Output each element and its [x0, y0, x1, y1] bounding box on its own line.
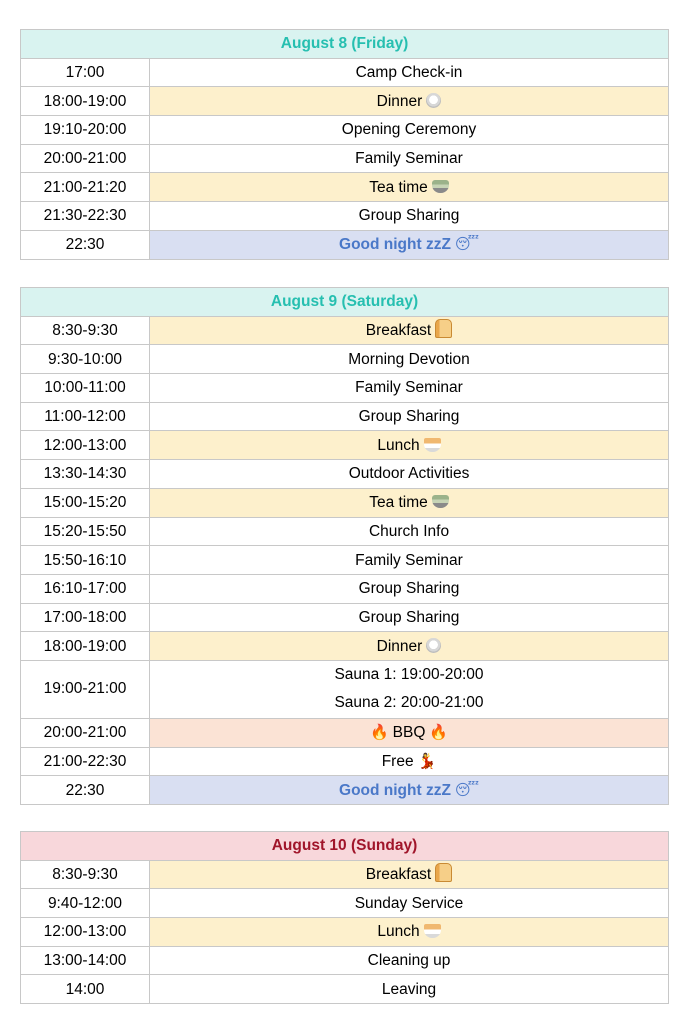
table-row	[21, 230, 669, 259]
activity-cell: Morning Devotion	[150, 345, 669, 374]
activity-cell: Camp Check-in	[150, 58, 669, 87]
activity-label: Dinner	[376, 92, 423, 110]
time-cell: 8:30-9:30	[21, 860, 150, 889]
activity-cell: Group Sharing	[150, 202, 669, 231]
table-row	[21, 860, 669, 889]
time-cell: 20:00-21:00	[21, 718, 150, 747]
time-cell: 11:00-12:00	[21, 402, 150, 431]
day-header: August 8 (Friday)	[21, 30, 669, 59]
time-cell: 21:30-22:30	[21, 202, 150, 231]
time-cell: 14:00	[21, 975, 150, 1004]
activity-cell: Group Sharing	[150, 574, 669, 603]
time-cell: 12:00-13:00	[21, 918, 150, 947]
activity-label: Sauna 2: 20:00-21:00	[334, 694, 484, 712]
table-row	[21, 402, 669, 431]
activity-label: Tea time	[369, 494, 428, 512]
tea-bowl-icon	[432, 495, 449, 508]
time-cell: 18:00-19:00	[21, 87, 150, 116]
time-cell: 16:10-17:00	[21, 574, 150, 603]
table-row	[21, 632, 669, 661]
activity-label: Lunch	[377, 923, 420, 941]
activity-cell	[150, 918, 669, 947]
activity-cell: Sunday Service	[150, 889, 669, 918]
activity-cell: Leaving	[150, 975, 669, 1004]
bread-icon	[435, 319, 452, 338]
table-row	[21, 460, 669, 489]
time-cell: 21:00-21:20	[21, 173, 150, 202]
table-row	[21, 718, 669, 747]
table-row	[21, 574, 669, 603]
activity-label: Breakfast	[365, 322, 432, 340]
activity-cell	[150, 632, 669, 661]
activity-cell	[150, 660, 669, 718]
activity-cell: Family Seminar	[150, 546, 669, 575]
time-cell: 8:30-9:30	[21, 316, 150, 345]
table-row	[21, 316, 669, 345]
rice-plate-icon	[426, 93, 441, 108]
time-cell: 12:00-13:00	[21, 431, 150, 460]
bread-icon	[435, 863, 452, 882]
day-header-row	[21, 832, 669, 861]
time-cell: 9:40-12:00	[21, 889, 150, 918]
table-row	[21, 345, 669, 374]
sleeping-face-icon: 😴	[454, 780, 479, 799]
time-cell: 20:00-21:00	[21, 144, 150, 173]
activity-cell	[150, 747, 669, 776]
time-cell: 22:30	[21, 776, 150, 805]
time-cell: 22:30	[21, 230, 150, 259]
time-cell: 10:00-11:00	[21, 374, 150, 403]
table-row	[21, 116, 669, 145]
activity-cell: Opening Ceremony	[150, 116, 669, 145]
activity-label: Good night zzZ	[339, 781, 451, 799]
activity-label: Tea time	[369, 178, 428, 196]
activity-cell	[150, 488, 669, 517]
activity-cell: Family Seminar	[150, 144, 669, 173]
schedule-table-aug-8	[20, 29, 669, 260]
table-row	[21, 975, 669, 1004]
time-cell: 19:10-20:00	[21, 116, 150, 145]
time-cell: 13:00-14:00	[21, 946, 150, 975]
activity-cell	[150, 776, 669, 805]
activity-cell: Cleaning up	[150, 946, 669, 975]
activity-cell	[150, 316, 669, 345]
activity-cell	[150, 230, 669, 259]
table-row	[21, 202, 669, 231]
time-cell: 21:00-22:30	[21, 747, 150, 776]
dancer-icon: 💃	[417, 751, 437, 770]
day-header-row	[21, 288, 669, 317]
time-cell: 17:00	[21, 58, 150, 87]
activity-cell	[150, 87, 669, 116]
activity-cell: Church Info	[150, 517, 669, 546]
time-cell: 17:00-18:00	[21, 603, 150, 632]
table-row	[21, 889, 669, 918]
time-cell: 15:50-16:10	[21, 546, 150, 575]
table-row	[21, 660, 669, 718]
activity-label: Sauna 1: 19:00-20:00	[334, 665, 484, 683]
table-row	[21, 431, 669, 460]
fire-icon: 🔥	[429, 723, 449, 742]
activity-cell: Group Sharing	[150, 402, 669, 431]
table-row	[21, 58, 669, 87]
day-header: August 10 (Sunday)	[21, 832, 669, 861]
table-row	[21, 918, 669, 947]
table-row	[21, 747, 669, 776]
activity-cell	[150, 431, 669, 460]
sleeping-face-icon: 😴	[454, 235, 479, 254]
day-header: August 9 (Saturday)	[21, 288, 669, 317]
fire-icon: 🔥	[369, 723, 389, 742]
table-row	[21, 87, 669, 116]
day-header-row	[21, 30, 669, 59]
table-row	[21, 374, 669, 403]
activity-label: Good night zzZ	[339, 236, 451, 254]
table-row	[21, 546, 669, 575]
time-cell: 9:30-10:00	[21, 345, 150, 374]
table-row	[21, 488, 669, 517]
activity-label: Dinner	[376, 637, 423, 655]
activity-cell	[150, 860, 669, 889]
table-row	[21, 946, 669, 975]
activity-cell: Group Sharing	[150, 603, 669, 632]
table-row	[21, 144, 669, 173]
table-row	[21, 517, 669, 546]
activity-cell: Outdoor Activities	[150, 460, 669, 489]
activity-cell	[150, 173, 669, 202]
time-cell: 13:30-14:30	[21, 460, 150, 489]
time-cell: 18:00-19:00	[21, 632, 150, 661]
activity-label: Breakfast	[365, 866, 432, 884]
time-cell: 19:00-21:00	[21, 660, 150, 718]
time-cell: 15:20-15:50	[21, 517, 150, 546]
table-row	[21, 603, 669, 632]
schedule-table-aug-9	[20, 287, 669, 805]
activity-label: Free	[381, 752, 414, 770]
table-row	[21, 173, 669, 202]
schedule-table-aug-10	[20, 831, 669, 1004]
noodle-bowl-icon	[424, 924, 441, 938]
rice-plate-icon	[426, 638, 441, 653]
activity-label: Lunch	[377, 436, 420, 454]
activity-cell: Family Seminar	[150, 374, 669, 403]
noodle-bowl-icon	[424, 438, 441, 452]
tea-bowl-icon	[432, 180, 449, 193]
table-row	[21, 776, 669, 805]
time-cell: 15:00-15:20	[21, 488, 150, 517]
activity-cell	[150, 718, 669, 747]
activity-label: BBQ	[392, 724, 426, 742]
